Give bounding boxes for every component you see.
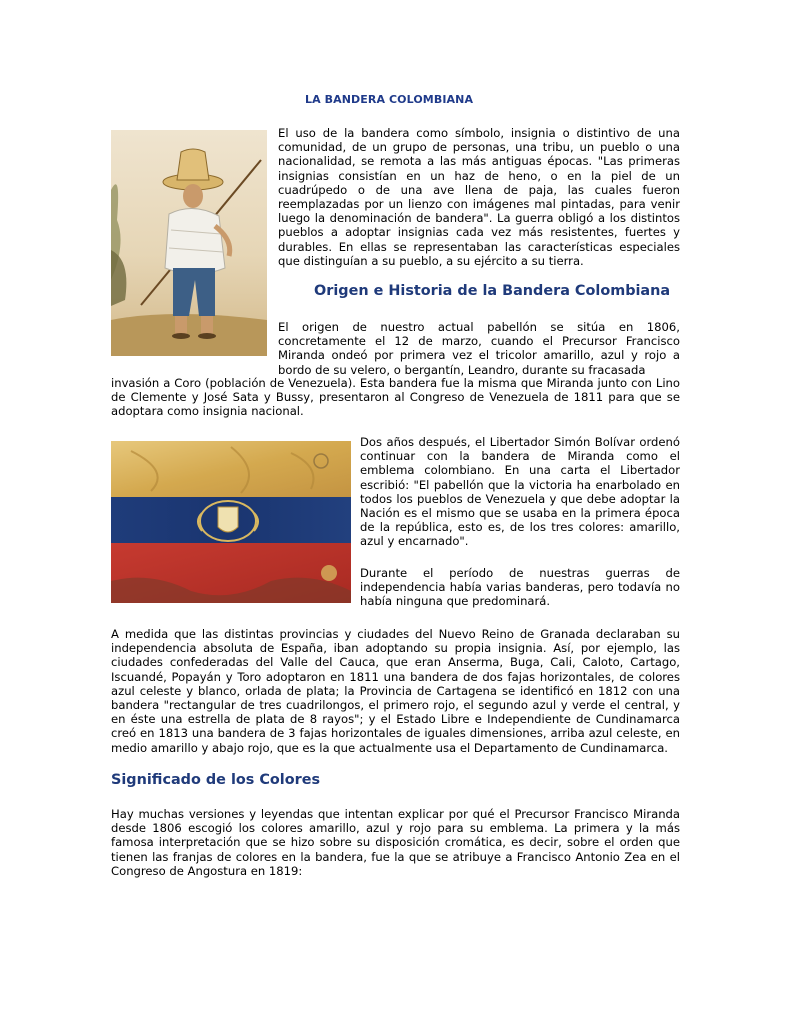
historical-flag-image xyxy=(111,441,351,603)
heading-significado: Significado de los Colores xyxy=(111,772,321,788)
independencia-paragraph: Durante el período de nuestras guerras de independencia había varias banderas, pero todavía no había ninguna que predominará. xyxy=(360,566,680,609)
origen-paragraph-bottom: invasión a Coro (población de Venezuela). Esta bandera fue la misma que Miranda junto con Lino de Clemente y José Sata y Bussy, presentaron al Congreso de Venezuela de 1811 para que se adoptara como insignia nacional. xyxy=(111,376,680,419)
intro-paragraph: El uso de la bandera como símbolo, insignia o distintivo de una comunidad, de un grupo de personas, una tribu, un pueblo o una nacionalidad, se remota a las más antiguas épocas. "Las primeras insignias consistían en un haz de heno, o en la piel de un cuadrúpedo o de una ave llena de paja, las cuales fueron reemplazadas por un lienzo con imágenes mal pintadas, para venir luego la denominación de bandera". La guerra obligó a los distintos pueblos a adoptar insignias cada vez más resistentes, fuertes y durables. En ellas se representaban las características especiales que distinguían a su pueblo, a su ejército a su tierra. xyxy=(278,126,680,268)
significado-paragraph: Hay muchas versiones y leyendas que intentan explicar por qué el Precursor Francisco Miranda desde 1806 escogió los colores amarillo, azul y rojo para su emblema. La primera y la más famosa interpretación que se hizo sobre su disposición cromática, es decir, sobre el orden que tienen las franjas de colores en la bandera, fue la que se atribuye a Francisco Antonio Zea en el Congreso de Angostura en 1819: xyxy=(111,807,680,878)
provincias-paragraph: A medida que las distintas provincias y ciudades del Nuevo Reino de Granada declaraban su independencia absoluta de España, iban adoptando su propia insignia. Así, por ejemplo, las ciudades confederadas del Valle del Cauca, que eran Anserma, Buga, Cali, Caloto, Cartago, Iscuandé, Popayán y Toro adoptaron en 1811 una bandera de dos fajas horizontales, de colores azul celeste y blanco, orlada de plata; la Provincia de Cartagena se identificó en 1812 con una bandera "rectangular de tres cuadrilongos, el primero rojo, el segundo azul y verde el central, y en éste una estrella de plata de 8 rayos"; y el Estado Libre e Independiente de Cundinamarca creó en 1813 una bandera de 3 fajas horizontales de iguales dimensiones, arriba azul celeste, en medio amarillo y abajo rojo, que es la que actualmente usa el Departamento de Cundinamarca. xyxy=(111,627,680,755)
bolivar-paragraph: Dos años después, el Libertador Simón Bolívar ordenó continuar con la bandera de Miranda como el emblema colombiano. En una carta el Libertador escribió: "El pabellón que la victoria ha enarbolado en todos los pueblos de Venezuela y que debe adoptar la Nación es el mismo que se usaba en la primera época de la república, esto es, de los tres colores: amarillo, azul y encarnado". xyxy=(360,435,680,549)
document-title: LA BANDERA COLOMBIANA xyxy=(305,93,474,106)
peasant-illustration xyxy=(111,130,267,356)
heading-origen: Origen e Historia de la Bandera Colombiana xyxy=(314,283,671,299)
origen-paragraph-top: El origen de nuestro actual pabellón se sitúa en 1806, concretamente el 12 de marzo, cuando el Precursor Francisco Miranda ondeó por primera vez el tricolor amarillo, azul y rojo a bordo de su velero, o bergantín, Leandro, durante su fracasada xyxy=(278,320,680,377)
